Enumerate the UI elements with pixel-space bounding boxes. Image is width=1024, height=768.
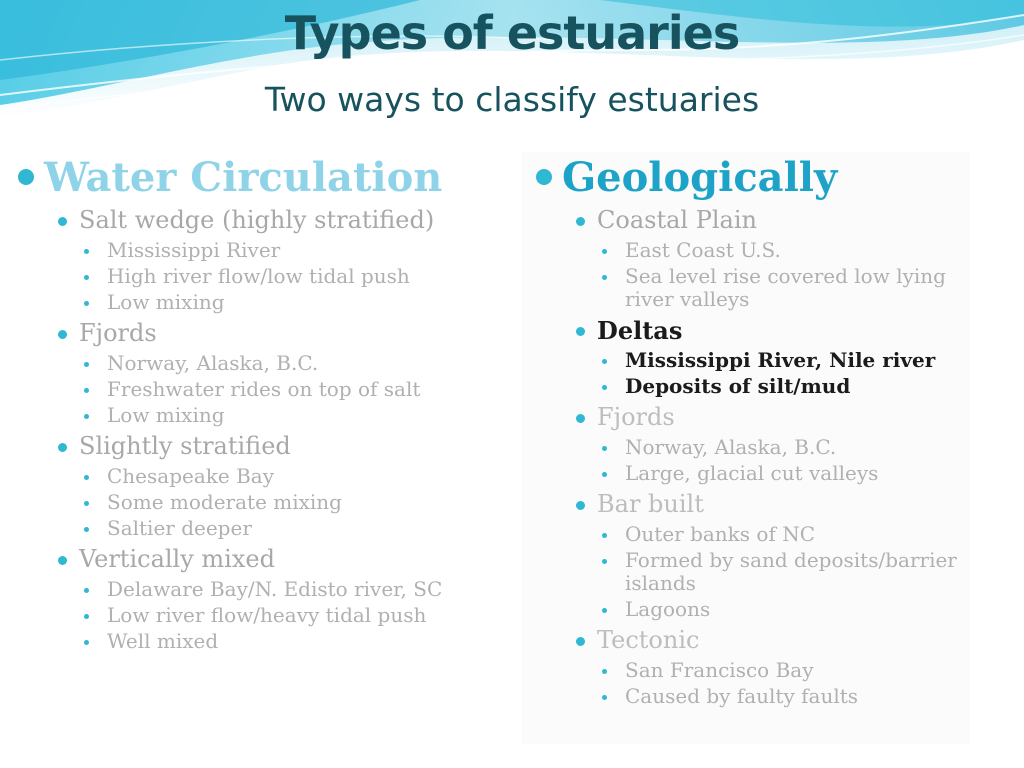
list-subitem: Deposits of silt/mud — [608, 375, 970, 398]
list-subitem: Well mixed — [90, 630, 514, 653]
bullet-icon — [576, 637, 585, 646]
list-item: Salt wedge (highly stratified) — [58, 204, 514, 236]
list-subitem: Low river flow/heavy tidal push — [90, 604, 514, 627]
bullet-icon — [84, 614, 89, 619]
list-item: Slightly stratified — [58, 430, 514, 462]
bullet-icon — [602, 385, 607, 390]
list-subitem: High river flow/low tidal push — [90, 265, 514, 288]
list-subitem: Low mixing — [90, 404, 514, 427]
bullet-icon — [576, 501, 585, 510]
bullet-icon — [58, 443, 67, 452]
geologically-column — [522, 152, 970, 744]
list-subitem: Large, glacial cut valleys — [608, 462, 970, 485]
slide-title: Types of estuaries — [284, 6, 740, 60]
bullet-icon — [602, 275, 607, 280]
bullet-icon — [18, 169, 34, 185]
bullet-icon — [602, 533, 607, 538]
bullet-icon — [58, 330, 67, 339]
list-subitem: Some moderate mixing — [90, 491, 514, 514]
list-subitem: Mississippi River, Nile river — [608, 349, 970, 372]
bullet-icon — [602, 359, 607, 364]
list-item: Fjords — [576, 401, 970, 433]
list-item: Coastal Plain — [576, 204, 970, 236]
bullet-icon — [576, 217, 585, 226]
bullet-icon — [602, 608, 607, 613]
bullet-icon — [84, 275, 89, 280]
bullet-icon — [602, 695, 607, 700]
bullet-icon — [602, 559, 607, 564]
bullet-icon — [84, 640, 89, 645]
list-subitem: Sea level rise covered low lying river valleys — [608, 265, 970, 311]
bullet-icon — [58, 217, 67, 226]
bullet-icon — [58, 556, 67, 565]
list-item: Vertically mixed — [58, 543, 514, 575]
list-item: Deltas — [576, 314, 970, 346]
list-subitem: Mississippi River — [90, 239, 514, 262]
bullet-icon — [84, 527, 89, 532]
bullet-icon — [84, 249, 89, 254]
bullet-icon — [536, 169, 552, 185]
list-subitem: Norway, Alaska, B.C. — [608, 436, 970, 459]
column-heading — [532, 152, 970, 202]
list-subitem: Saltier deeper — [90, 517, 514, 540]
bullet-icon — [84, 501, 89, 506]
bullet-icon — [84, 388, 89, 393]
bullet-icon — [602, 249, 607, 254]
heading-text: Geologically — [562, 153, 838, 201]
bullet-icon — [576, 414, 585, 423]
bullet-icon — [84, 362, 89, 367]
list-item: Fjords — [58, 317, 514, 349]
bullet-icon — [84, 414, 89, 419]
list-subitem: Norway, Alaska, B.C. — [90, 352, 514, 375]
bullet-icon — [602, 472, 607, 477]
bullet-icon — [602, 446, 607, 451]
list-subitem: San Francisco Bay — [608, 659, 970, 682]
water-circulation-column — [14, 152, 514, 656]
slide-subtitle: Two ways to classify estuaries — [264, 80, 760, 119]
bullet-icon — [602, 669, 607, 674]
list-subitem: Low mixing — [90, 291, 514, 314]
list-subitem: Chesapeake Bay — [90, 465, 514, 488]
list-subitem: Freshwater rides on top of salt — [90, 378, 514, 401]
list-subitem: Caused by faulty faults — [608, 685, 970, 708]
bullet-icon — [84, 301, 89, 306]
list-item: Bar built — [576, 488, 970, 520]
list-item: Tectonic — [576, 624, 970, 656]
list-subitem: Formed by sand deposits/barrier islands — [608, 549, 970, 595]
list-subitem: East Coast U.S. — [608, 239, 970, 262]
column-heading — [14, 152, 514, 202]
list-subitem: Outer banks of NC — [608, 523, 970, 546]
bullet-icon — [576, 327, 585, 336]
bullet-icon — [84, 588, 89, 593]
bullet-icon — [84, 475, 89, 480]
heading-text: Water Circulation — [44, 153, 443, 201]
list-subitem: Lagoons — [608, 598, 970, 621]
list-subitem: Delaware Bay/N. Edisto river, SC — [90, 578, 514, 601]
